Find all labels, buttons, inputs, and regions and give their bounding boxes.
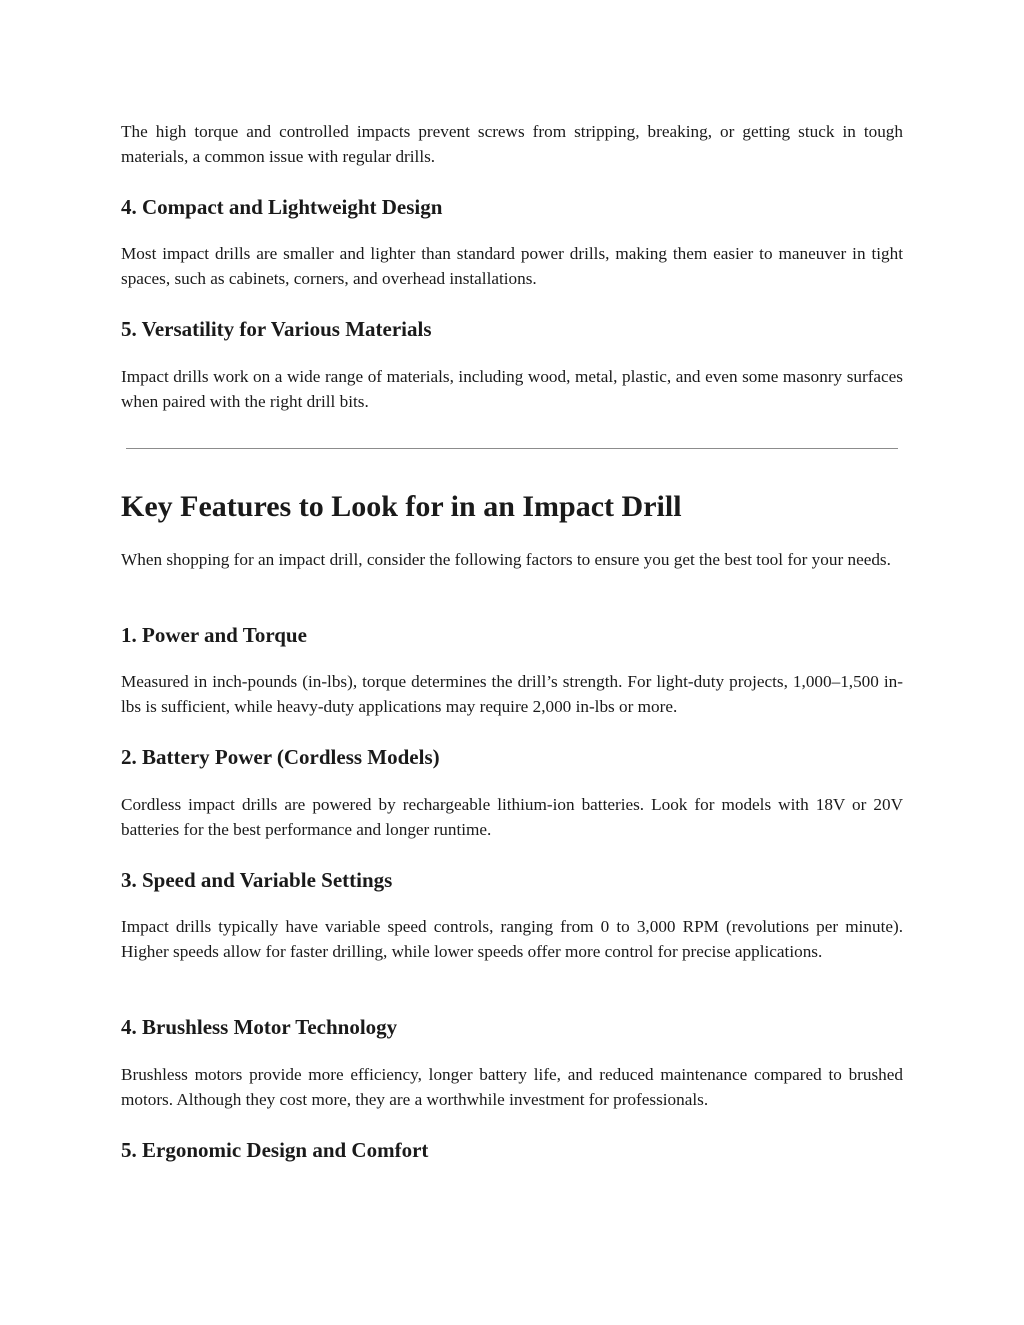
feature-heading-battery: 2. Battery Power (Cordless Models) bbox=[121, 745, 440, 769]
benefit-heading-compact: 4. Compact and Lightweight Design bbox=[121, 195, 443, 219]
benefit-body-compact: Most impact drills are smaller and lighter than standard power drills, making them easier to maneuver in tight spaces, such as cabinets, corners, and overhead installations. bbox=[121, 244, 903, 288]
benefit-heading-versatility: 5. Versatility for Various Materials bbox=[121, 317, 432, 341]
feature-body-battery: Cordless impact drills are powered by rechargeable lithium-ion batteries. Look for models with 18V or 20V batteries for the best performance and longer runtime. bbox=[121, 795, 903, 839]
section-title: Key Features to Look for in an Impact Drill bbox=[121, 490, 682, 523]
feature-heading-ergonomic: 5. Ergonomic Design and Comfort bbox=[121, 1138, 429, 1162]
intro-paragraph: The high torque and controlled impacts prevent screws from stripping, breaking, or getting stuck in tough materials, a common issue with regular drills. bbox=[121, 122, 903, 166]
section-intro: When shopping for an impact drill, consider the following factors to ensure you get the best tool for your needs. bbox=[121, 550, 891, 569]
feature-heading-brushless: 4. Brushless Motor Technology bbox=[121, 1015, 398, 1039]
section-divider bbox=[126, 448, 898, 449]
benefit-body-versatility: Impact drills work on a wide range of materials, including wood, metal, plastic, and even some masonry surfaces when paired with the right drill bits. bbox=[121, 367, 903, 411]
feature-body-power-torque: Measured in inch-pounds (in-lbs), torque determines the drill’s strength. For light-duty projects, 1,000–1,500 in-lbs is sufficient, while heavy-duty applications may require 2,000 in-lbs or more. bbox=[121, 672, 903, 716]
feature-heading-power-torque: 1. Power and Torque bbox=[121, 623, 307, 647]
feature-heading-speed: 3. Speed and Variable Settings bbox=[121, 868, 393, 892]
feature-body-speed: Impact drills typically have variable speed controls, ranging from 0 to 3,000 RPM (revolutions per minute). Higher speeds allow for faster drilling, while lower speeds offer more control for precise applications. bbox=[121, 917, 903, 961]
feature-body-brushless: Brushless motors provide more efficiency, longer battery life, and reduced maintenance compared to brushed motors. Although they cost more, they are a worthwhile investment for professionals. bbox=[121, 1065, 903, 1109]
